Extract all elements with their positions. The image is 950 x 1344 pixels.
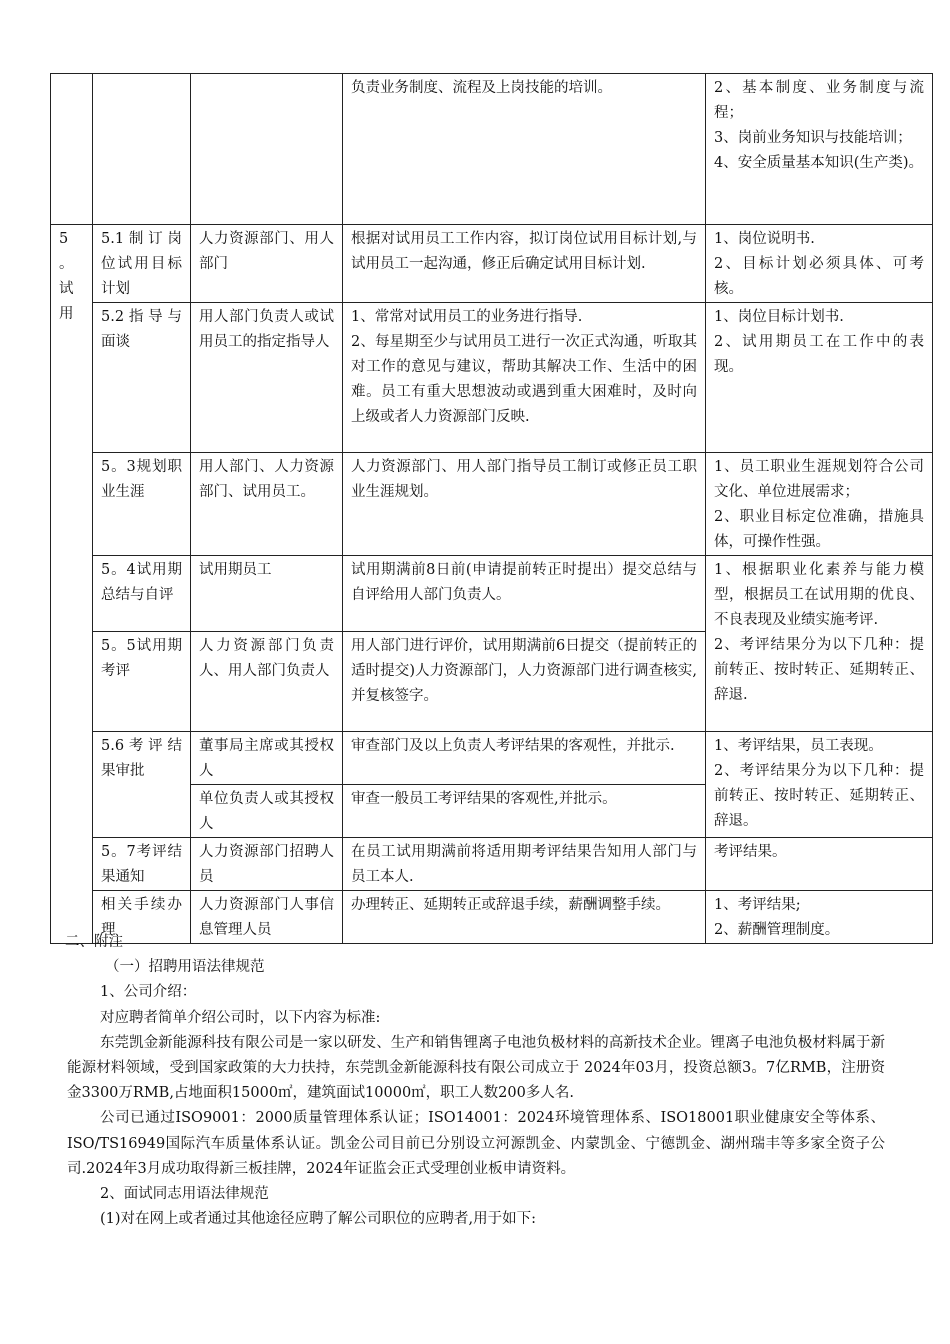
table-row (51, 732, 933, 785)
stage-cell: 5 。 试 用 (51, 225, 93, 944)
owner-cell: 单位负责人或其授权人 (191, 785, 343, 838)
requirements-cell: 1、考评结果，员工表现。 2、考评结果分为以下几种：提前转正、按时转正、延期转正、辞退。 (706, 732, 933, 838)
description-cell: 办理转正、延期转正或辞退手续，薪酬调整手续。 (343, 891, 706, 944)
requirements-cell: 1、岗位说明书. 2、目标计划必须具体、可考核。 (706, 225, 933, 303)
stage-cell (51, 74, 93, 225)
notes-section (67, 930, 885, 1232)
table-row (51, 74, 933, 225)
paragraph: 东莞凯金新能源科技有限公司是一家以研发、生产和销售锂离子电池负极材料的高新技术企业。锂离子电池负极材料属于新能源材料领域，受到国家政策的大力扶持，东莞凯金新能源科技有限公司成立于 2024年03月，投资总额3。7亿RMB，注册资金3300万RMB,占地面积15000㎡，建筑面试10000㎡，职工人数200多人名. (67, 1034, 885, 1102)
description-cell: 1、常常对试用员工的业务进行指导. 2、每星期至少与试用员工进行一次正式沟通，听取其对工作的意见与建议，帮助其解决工作、生活中的困难。员工有重大思想波动或遇到重大困难时，及时向上级或者人力资源部门反映. (343, 303, 706, 453)
description-cell: 审查部门及以上负责人考评结果的客观性，并批示. (343, 732, 706, 785)
owner-cell: 董事局主席或其授权人 (191, 732, 343, 785)
owner-cell: 试用期员工 (191, 556, 343, 632)
step-cell: 5。5试用期考评 (93, 632, 191, 732)
step-cell: 5。4试用期总结与自评 (93, 556, 191, 632)
step-cell (93, 74, 191, 225)
list-item: 2、面试同志用语法律规范 (100, 1186, 269, 1203)
description-cell: 根据对试用员工工作内容，拟订岗位试用目标计划,与试用员工一起沟通，修正后确定试用目标计划. (343, 225, 706, 303)
paragraph: 公司已通过ISO9001：2000质量管理体系认证；ISO14001：2024环境管理体系、ISO18001职业健康安全等体系、ISO/TS16949国际汽车质量体系认证。凯金公司目前已分别设立河源凯金、内蒙凯金、宁德凯金、湖州瑞丰等多家全资子公司.2024年3月成功取得新三板挂牌，2024年证监会正式受理创业板申请资料。 (67, 1110, 885, 1177)
description-cell: 在员工试用期满前将适用期考评结果告知用人部门与员工本人. (343, 838, 706, 891)
description-cell: 审查一般员工考评结果的客观性,并批示。 (343, 785, 706, 838)
table-row (51, 556, 933, 632)
step-cell: 相关手续办理 (93, 891, 191, 944)
requirements-cell: 1、考评结果; 2、薪酬管理制度。 (706, 891, 933, 944)
table-row (51, 453, 933, 556)
paragraph: 对应聘者简单介绍公司时，以下内容为标准: (100, 1009, 381, 1026)
owner-cell: 人力资源部门人事信息管理人员 (191, 891, 343, 944)
section-heading: 二、附注 (65, 934, 123, 950)
owner-cell: 用人部门负责人或试用员工的指定指导人 (191, 303, 343, 453)
table-row (51, 303, 933, 453)
owner-cell: 人力资源部门招聘人员 (191, 838, 343, 891)
requirements-cell: 考评结果。 (706, 838, 933, 891)
step-cell: 5.1制订岗位试用目标计划 (93, 225, 191, 303)
step-cell: 5.2指导与面谈 (93, 303, 191, 453)
probation-process-table (50, 73, 933, 944)
requirements-cell: 1、员工职业生涯规划符合公司文化、单位进展需求； 2、职业目标定位准确，措施具体，可操作性强。 (706, 453, 933, 556)
step-cell: 5。3规划职业生涯 (93, 453, 191, 556)
owner-cell: 人力资源部门负责人、用人部门负责人 (191, 632, 343, 732)
requirements-cell: 1、岗位目标计划书. 2、试用期员工在工作中的表现。 (706, 303, 933, 453)
requirements-cell: 2、基本制度、业务制度与流程； 3、岗前业务知识与技能培训； 4、安全质量基本知识(生产类)。 (706, 74, 933, 225)
description-cell: 人力资源部门、用人部门指导员工制订或修正员工职业生涯规划。 (343, 453, 706, 556)
description-cell: 试用期满前8日前(申请提前转正时提出）提交总结与自评给用人部门负责人。 (343, 556, 706, 632)
list-item: 1、公司介绍： (100, 984, 197, 1001)
owner-cell: 人力资源部门、用人部门 (191, 225, 343, 303)
step-cell: 5。7考评结果通知 (93, 838, 191, 891)
sub-heading: （一）招聘用语法律规范 (105, 959, 265, 976)
requirements-cell: 1、根据职业化素养与能力模型，根据员工在试用期的优良、不良表现及业绩实施考评. 2、考评结果分为以下几种：提前转正、按时转正、延期转正、辞退. (706, 556, 933, 732)
description-cell: 负责业务制度、流程及上岗技能的培训。 (343, 74, 706, 225)
owner-cell (191, 74, 343, 225)
table-row (51, 225, 933, 303)
table-row (51, 838, 933, 891)
step-cell: 5.6考评结果审批 (93, 732, 191, 838)
owner-cell: 用人部门、人力资源部门、试用员工。 (191, 453, 343, 556)
description-cell: 用人部门进行评价，试用期满前6日提交（提前转正的适时提交)人力资源部门，人力资源部门进行调查核实,并复核签字。 (343, 632, 706, 732)
list-item: (1)对在网上或者通过其他途径应聘了解公司职位的应聘者,用于如下: (100, 1211, 537, 1228)
